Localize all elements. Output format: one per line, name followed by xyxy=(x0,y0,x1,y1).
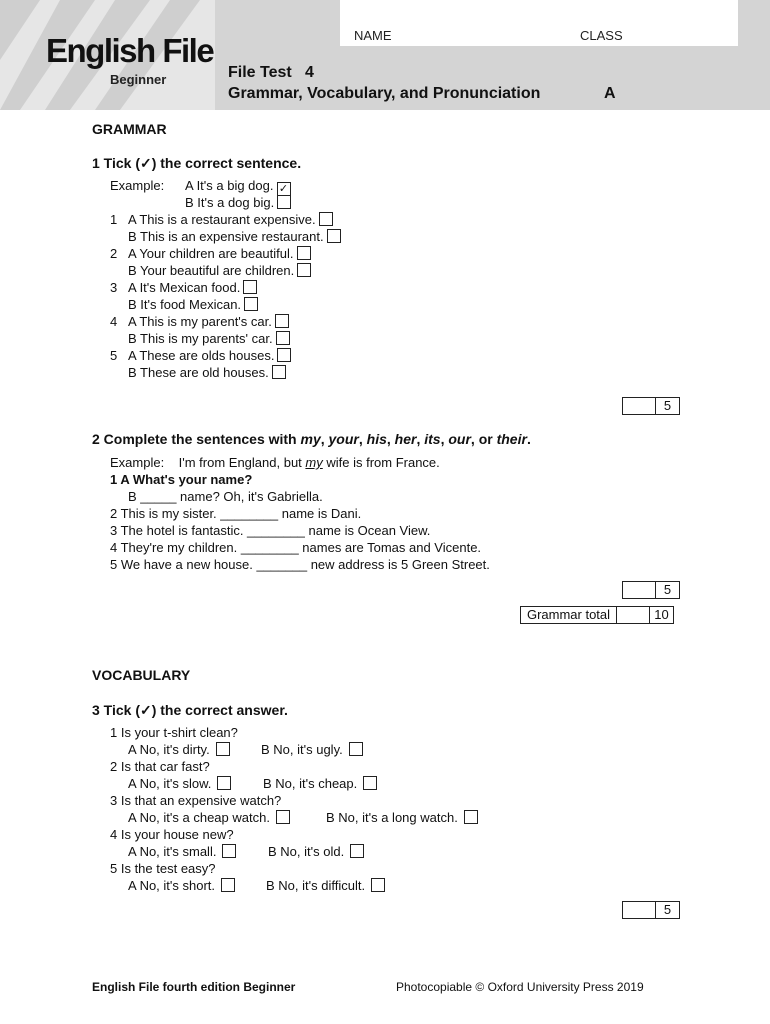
tick-box[interactable] xyxy=(221,878,235,892)
q1-item-2-a: A Your children are beautiful. xyxy=(128,246,311,261)
q2-line-5: 5 We have a new house. _______ new address is 5 Green Street. xyxy=(110,557,490,572)
grammar-total: 10 xyxy=(654,607,669,622)
q3-question-4: 4 Is your house new? xyxy=(110,827,234,842)
q3-score-box[interactable] xyxy=(622,901,680,919)
example-b-box[interactable] xyxy=(277,195,291,209)
test-subtitle: Grammar, Vocabulary, and Pronunciation xyxy=(228,85,541,102)
q2-title: 2 Complete the sentences with my, your, his, her, its, our, or their. xyxy=(92,431,531,447)
q3-item-3-a: A No, it's a cheap watch. xyxy=(128,810,290,825)
q1-item-number: 1 xyxy=(110,212,118,227)
q2-word: its xyxy=(424,431,441,447)
grammar-heading: GRAMMAR xyxy=(92,121,167,137)
q1-item-1-b: B This is an expensive restaurant. xyxy=(128,229,341,244)
q2-line-1a: 1 A What's your name? xyxy=(110,472,253,487)
name-label: NAME xyxy=(354,28,392,43)
q3-item-2-a: A No, it's slow. xyxy=(128,776,231,791)
file-test-number: File Test 4 xyxy=(228,64,314,81)
q1-score-box[interactable] xyxy=(622,397,680,415)
tick-box[interactable] xyxy=(244,297,258,311)
q2-or: or xyxy=(478,431,493,447)
q3-question-2: 2 Is that car fast? xyxy=(110,759,210,774)
q3-item-4-b: B No, it's old. xyxy=(268,844,364,859)
tick-box[interactable] xyxy=(319,212,333,226)
q2-score: 5 xyxy=(663,582,672,597)
q3-item-1-b: B No, it's ugly. xyxy=(261,742,363,757)
example-a: A It's a big dog. ✓ xyxy=(185,178,291,196)
tick-box[interactable] xyxy=(217,776,231,790)
q1-item-5-a: A These are olds houses. xyxy=(128,348,291,363)
q1-item-3-a: A It's Mexican food. xyxy=(128,280,257,295)
logo-title: English File xyxy=(46,32,214,69)
q2-score-box[interactable] xyxy=(622,581,680,599)
q2-example: Example: I'm from England, but my wife is from France. xyxy=(110,455,440,470)
q2-word: your xyxy=(328,431,359,447)
grammar-total-box[interactable] xyxy=(520,606,674,624)
q1-item-4-b: B This is my parents' car. xyxy=(128,331,290,346)
q2-line-2: 2 This is my sister. ________ name is Dani. xyxy=(110,506,362,521)
tick-box[interactable] xyxy=(350,844,364,858)
q2-word: her xyxy=(394,431,417,447)
q1-item-5-b: B These are old houses. xyxy=(128,365,286,380)
q1-score: 5 xyxy=(663,398,672,413)
q1-item-number: 4 xyxy=(110,314,118,329)
tick-box[interactable] xyxy=(272,365,286,379)
q2-word: our xyxy=(448,431,471,447)
class-label: CLASS xyxy=(580,28,623,43)
tick-box[interactable] xyxy=(277,348,291,362)
q2-line-4: 4 They're my children. ________ names are Tomas and Vicente. xyxy=(110,540,482,555)
tick-box[interactable] xyxy=(216,742,230,756)
q1-item-2-b: B Your beautiful are children. xyxy=(128,263,311,278)
tick-box[interactable] xyxy=(276,810,290,824)
q1-item-3-b: B It's food Mexican. xyxy=(128,297,258,312)
tick-box[interactable] xyxy=(275,314,289,328)
example-b: B It's a dog big. xyxy=(185,195,291,210)
q3-score: 5 xyxy=(663,902,672,917)
q3-title: 3 Tick (✓) the correct answer. xyxy=(92,702,288,718)
tick-box[interactable] xyxy=(371,878,385,892)
q2-word: my xyxy=(300,431,321,447)
logo xyxy=(0,0,215,110)
q3-item-4-a: A No, it's small. xyxy=(128,844,236,859)
q3-item-5-a: A No, it's short. xyxy=(128,878,235,893)
q2-line-1b: B _____ name? Oh, it's Gabriella. xyxy=(128,489,323,504)
footer-copyright: Photocopiable © Oxford University Press 2019 xyxy=(396,980,644,994)
tick-box[interactable] xyxy=(464,810,478,824)
q3-question-1: 1 Is your t-shirt clean? xyxy=(110,725,238,740)
q3-item-2-b: B No, it's cheap. xyxy=(263,776,377,791)
q2-word: their xyxy=(496,431,527,447)
q3-item-3-b: B No, it's a long watch. xyxy=(326,810,478,825)
q3-item-1-a: A No, it's dirty. xyxy=(128,742,230,757)
grammar-total-label: Grammar total xyxy=(521,607,617,623)
q2-word: his xyxy=(366,431,387,447)
name-class-box[interactable] xyxy=(340,0,738,46)
q2-line-3: 3 The hotel is fantastic. ________ name is Ocean View. xyxy=(110,523,431,538)
tick-box[interactable] xyxy=(276,331,290,345)
vocabulary-heading: VOCABULARY xyxy=(92,667,191,683)
q3-question-5: 5 Is the test easy? xyxy=(110,861,216,876)
example-label: Example: xyxy=(110,178,165,193)
logo-subtitle: Beginner xyxy=(110,72,167,87)
q3-item-5-b: B No, it's difficult. xyxy=(266,878,385,893)
q1-item-1-a: A This is a restaurant expensive. xyxy=(128,212,333,227)
tick-box[interactable] xyxy=(363,776,377,790)
q1-title: 1 Tick (✓) the correct sentence. xyxy=(92,155,302,171)
q1-item-number: 2 xyxy=(110,246,118,261)
footer-edition: English File fourth edition Beginner xyxy=(92,980,296,994)
tick-box[interactable] xyxy=(297,246,311,260)
tick-box[interactable] xyxy=(243,280,257,294)
q1-item-number: 5 xyxy=(110,348,118,363)
tick-box[interactable] xyxy=(349,742,363,756)
tick-box[interactable] xyxy=(222,844,236,858)
q1-item-4-a: A This is my parent's car. xyxy=(128,314,289,329)
tick-box[interactable] xyxy=(297,263,311,277)
tick-box[interactable] xyxy=(327,229,341,243)
example-tick-box[interactable]: ✓ xyxy=(277,182,291,196)
q3-question-3: 3 Is that an expensive watch? xyxy=(110,793,282,808)
test-version: A xyxy=(604,85,616,102)
q1-item-number: 3 xyxy=(110,280,118,295)
